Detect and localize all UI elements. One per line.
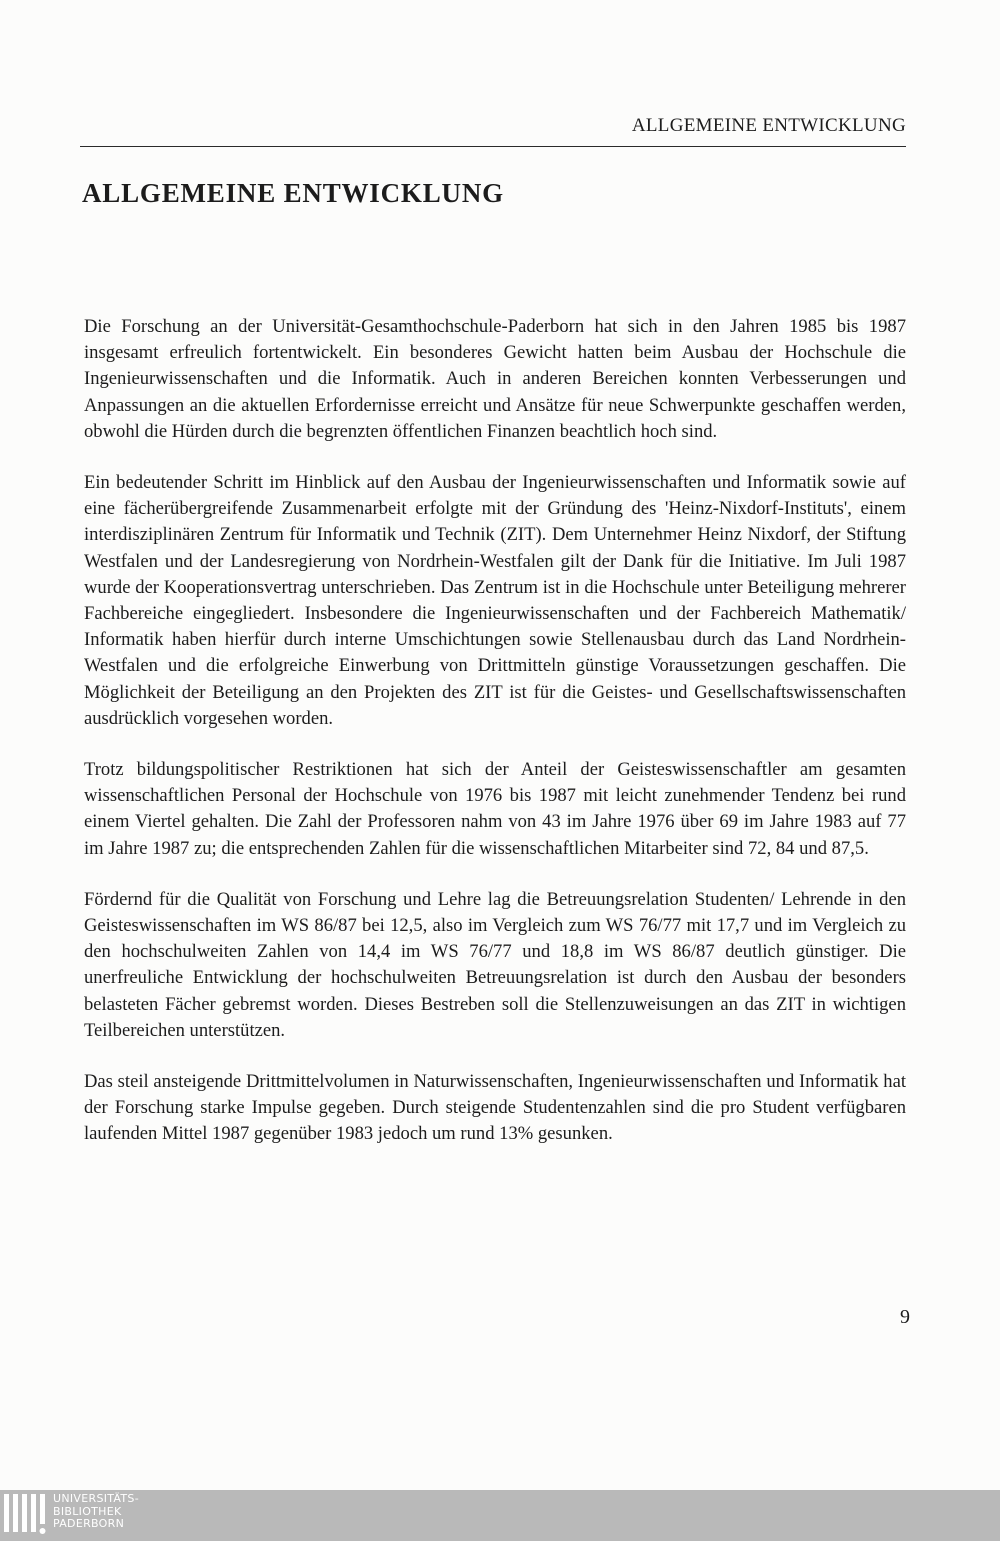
paragraph-4: Fördernd für die Qualität von Forschung und Lehre lag die Betreuungsrelation Studenten/ Lehrende in den Geisteswissenschaften im WS 86/87 bei 12,5, also im Vergleich zum WS 76/77 mit 17,7 und im Vergleich zu den hochschulweiten Zahlen von 14,4 im WS 76/77 und 18,8 im WS 86/87 deutlich günstiger. Die unerfreuliche Entwicklung der hochschulweiten Betreuungsrelation ist durch den Ausbau der besonders belasteten Fächer gebremst worden. Dieses Bestreben soll die Stellenzuweisungen an das ZIT in wichtigen Teilbereichen unterstützen. [84,888,906,1041]
library-footer-bar [0,1490,1000,1541]
library-logo [0,1490,160,1541]
paragraph-2: Ein bedeutender Schritt im Hinblick auf den Ausbau der Ingenieurwissenschaften und Informatik sowie auf eine fächerübergreifende Zusammenarbeit erfolgte mit der Gründung des 'Heinz-Nixdorf-Instituts', einem interdisziplinären Zentrum für Informatik und Technik (ZIT). Dem Unternehmer Heinz Nixdorf, der Stiftung Westfalen und der Landesregierung von Nordrhein-Westfalen gilt der Dank für die Initiative. Im Juli 1987 wurde der Kooperationsvertrag unterschrieben. Das Zentrum ist in die Hochschule unter Beteiligung mehrerer Fachbereiche eingegliedert. Insbesondere die Ingenieurwissenschaften und der Fachbereich Mathematik/ Informatik haben hierfür durch interne Umschichtungen sowie Stellenausbau durch das Land Nordrhein-Westfalen und die erfolgreiche Einwerbung von Drittmitteln günstige Voraussetzungen geschaffen. Die Möglichkeit der Beteiligung an den Projekten des ZIT ist für die Geistes- und Gesellschaftswissenschaften ausdrücklich vorgesehen worden. [84,472,906,729]
running-head: ALLGEMEINE ENTWICKLUNG [631,115,906,136]
logo-line-2: BIBLIOTHEK [53,1504,122,1518]
paragraph-5: Das steil ansteigende Drittmittelvolumen in Naturwissenschaften, Ingenieurwissenschaften und Informatik hat der Forschung starke Impulse gegeben. Durch steigende Studentenzahlen sind die pro Student verfügbaren laufenden Mittel 1987 gegenüber 1983 jedoch um rund 13% gesunken. [84,1071,906,1145]
library-logo-icon [4,1492,48,1540]
body-text [84,314,906,1173]
paragraph-3: Trotz bildungspolitischer Restriktionen hat sich der Anteil der Geisteswissenschaftler am gesamten wissenschaftlichen Personal der Hochschule von 1976 bis 1987 mit leicht zunehmender Tendenz bei rund einem Viertel gehalten. Die Zahl der Professoren nahm von 43 im Jahre 1976 über 69 im Jahre 1983 auf 77 im Jahre 1987 zu; die entsprechenden Zahlen für die wissenschaftlichen Mitarbeiter sind 72, 84 und 87,5. [84,759,906,859]
page-number: 9 [900,1306,910,1328]
header-rule [80,146,906,147]
chapter-title: ALLGEMEINE ENTWICKLUNG [82,178,504,208]
logo-line-3: PADERBORN [53,1517,125,1530]
library-logo-text [53,1493,139,1531]
logo-line-1: UNIVERSITÄTS- [53,1492,139,1505]
paragraph-1: Die Forschung an der Universität-Gesamthochschule-Paderborn hat sich in den Jahren 1985 bis 1987 insgesamt erfreulich fortentwickelt. Ein besonderes Gewicht hatten beim Ausbau der Hochschule die Ingenieurwissenschaften und die Informatik. Auch in anderen Bereichen konnten Verbesserungen und Anpassungen an die aktuellen Erfordernisse erreicht und Ansätze für neue Schwerpunkte geschaffen werden, obwohl die Hürden durch die begrenzten öffentlichen Finanzen beachtlich hoch sind. [84,316,906,442]
